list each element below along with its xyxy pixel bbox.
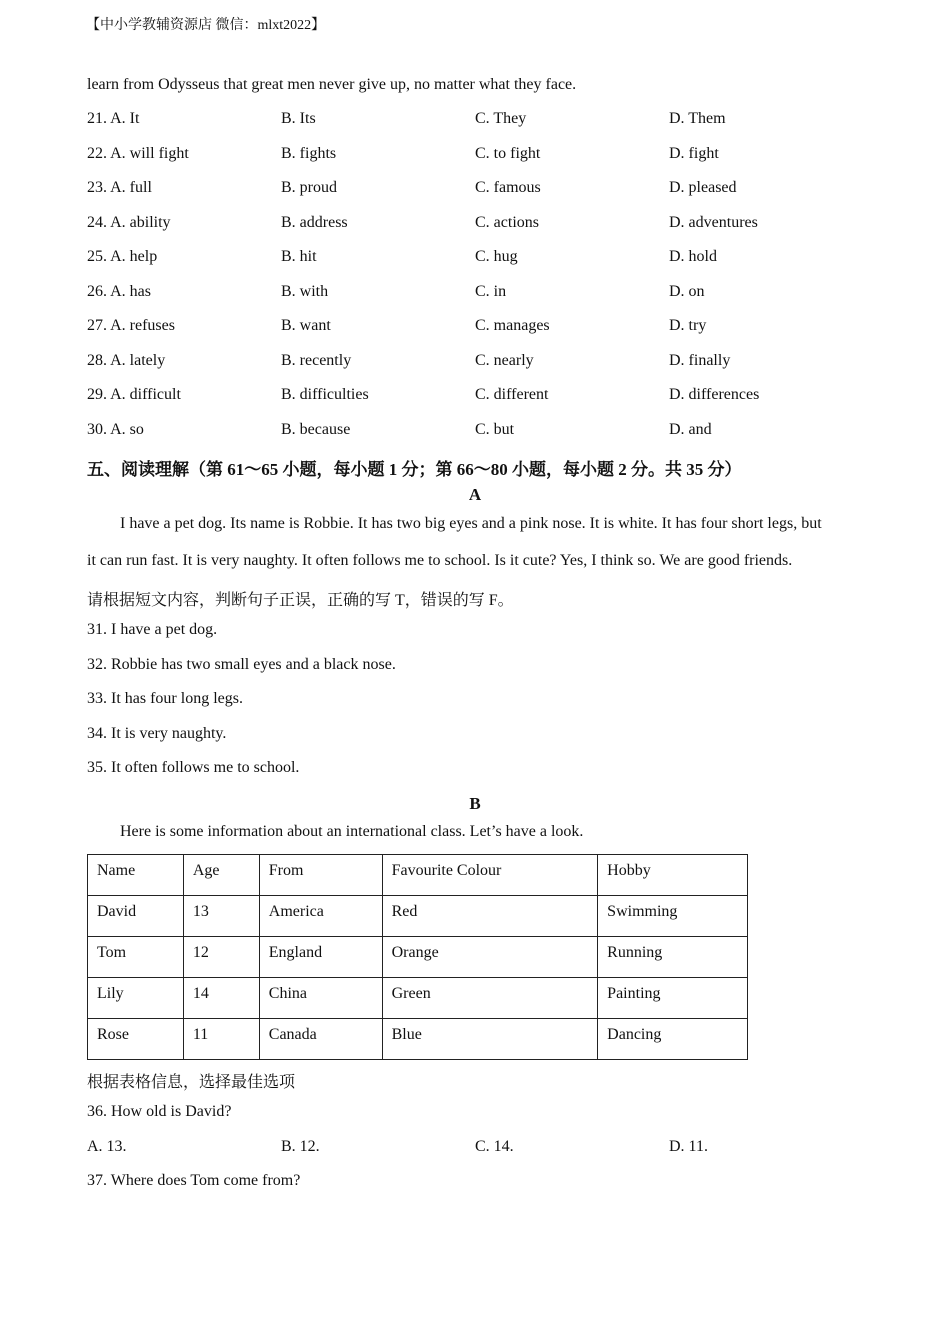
cloze-option: C. in bbox=[475, 283, 507, 300]
cloze-option: 24. A. ability bbox=[87, 214, 171, 231]
table-row bbox=[88, 896, 748, 937]
cloze-row-21 bbox=[87, 110, 867, 132]
table-cell: Tom bbox=[88, 937, 184, 978]
cloze-option: B. recently bbox=[281, 352, 352, 369]
passage-a-instruction: 请根据短文内容，判断句子正误，正确的写 T，错误的写 F。 bbox=[87, 592, 514, 609]
cloze-option: B. want bbox=[281, 317, 331, 334]
passage-a-letter: A bbox=[468, 485, 482, 504]
cloze-option: 21. A. It bbox=[87, 110, 140, 127]
table-header-cell: Favourite Colour bbox=[382, 855, 598, 896]
table-cell: Blue bbox=[382, 1019, 598, 1060]
question-36: 36. How old is David? bbox=[87, 1103, 232, 1120]
cloze-option: C. different bbox=[475, 386, 549, 403]
cloze-row-26 bbox=[87, 283, 867, 305]
cloze-option: D. on bbox=[669, 283, 705, 300]
table-cell: England bbox=[259, 937, 382, 978]
table-cell: 14 bbox=[183, 978, 259, 1019]
cloze-option: B. address bbox=[281, 214, 348, 231]
cloze-option: 29. A. difficult bbox=[87, 386, 181, 403]
table-row bbox=[88, 1019, 748, 1060]
table-cell: David bbox=[88, 896, 184, 937]
q36-option-c: C. 14. bbox=[475, 1138, 514, 1155]
cloze-option: 23. A. full bbox=[87, 179, 152, 196]
cloze-option: D. hold bbox=[669, 248, 717, 265]
cloze-row-28 bbox=[87, 352, 867, 374]
table-row bbox=[88, 937, 748, 978]
cloze-option: 22. A. will fight bbox=[87, 145, 189, 162]
table-header-cell: Name bbox=[88, 855, 184, 896]
cloze-option: C. manages bbox=[475, 317, 550, 334]
table-cell: Red bbox=[382, 896, 598, 937]
table-cell: Canada bbox=[259, 1019, 382, 1060]
table-cell: Painting bbox=[598, 978, 748, 1019]
cloze-option: C. They bbox=[475, 110, 527, 127]
cloze-option: 28. A. lately bbox=[87, 352, 166, 369]
table-cell: 11 bbox=[183, 1019, 259, 1060]
cloze-row-24 bbox=[87, 214, 867, 236]
question-36-options bbox=[87, 1138, 867, 1160]
question-32: 32. Robbie has two small eyes and a black nose. bbox=[87, 656, 396, 673]
info-table bbox=[87, 854, 748, 1060]
passage-b-instruction: 根据表格信息，选择最佳选项 bbox=[87, 1074, 296, 1091]
cloze-row-27 bbox=[87, 317, 867, 339]
cloze-option: D. adventures bbox=[669, 214, 758, 231]
cloze-option: C. actions bbox=[475, 214, 539, 231]
table-cell: Lily bbox=[88, 978, 184, 1019]
cloze-option: B. fights bbox=[281, 145, 337, 162]
table-cell: Swimming bbox=[598, 896, 748, 937]
table-header-cell: Age bbox=[183, 855, 259, 896]
cloze-option: D. finally bbox=[669, 352, 731, 369]
intro-line: learn from Odysseus that great men never give up, no matter what they face. bbox=[87, 76, 577, 93]
cloze-option: C. but bbox=[475, 421, 515, 438]
cloze-option: C. nearly bbox=[475, 352, 534, 369]
cloze-option: C. hug bbox=[475, 248, 518, 265]
cloze-option: D. and bbox=[669, 421, 712, 438]
table-cell: Orange bbox=[382, 937, 598, 978]
table-cell: China bbox=[259, 978, 382, 1019]
page-header: 【中小学教辅资源店 微信：mlxt2022】 bbox=[86, 18, 326, 33]
passage-a-line1: I have a pet dog. Its name is Robbie. It has two big eyes and a pink nose. It is white. It has four short legs, but bbox=[120, 515, 822, 532]
table-cell: Green bbox=[382, 978, 598, 1019]
passage-b-intro: Here is some information about an international class. Let’s have a look. bbox=[120, 823, 584, 840]
table-header-cell: Hobby bbox=[598, 855, 748, 896]
passage-b-letter: B bbox=[469, 794, 481, 813]
cloze-option: D. fight bbox=[669, 145, 719, 162]
cloze-option: B. because bbox=[281, 421, 351, 438]
question-33: 33. It has four long legs. bbox=[87, 690, 243, 707]
cloze-option: B. with bbox=[281, 283, 329, 300]
cloze-option: 25. A. help bbox=[87, 248, 158, 265]
cloze-option: D. Them bbox=[669, 110, 726, 127]
table-row bbox=[88, 978, 748, 1019]
table-cell: America bbox=[259, 896, 382, 937]
cloze-option: 26. A. has bbox=[87, 283, 151, 300]
question-37: 37. Where does Tom come from? bbox=[87, 1172, 301, 1189]
cloze-option: B. Its bbox=[281, 110, 316, 127]
section-title: 五、阅读理解（第 61～65 小题，每小题 1 分；第 66～80 小题，每小题 2 分。共 35 分） bbox=[87, 460, 742, 479]
cloze-option: B. hit bbox=[281, 248, 317, 265]
cloze-row-29 bbox=[87, 386, 867, 408]
cloze-option: D. differences bbox=[669, 386, 760, 403]
q36-option-d: D. 11. bbox=[669, 1138, 708, 1155]
table-header-cell: From bbox=[259, 855, 382, 896]
cloze-option: C. to fight bbox=[475, 145, 541, 162]
cloze-row-22 bbox=[87, 145, 867, 167]
q36-option-b: B. 12. bbox=[281, 1138, 320, 1155]
cloze-option: D. try bbox=[669, 317, 707, 334]
cloze-option: B. proud bbox=[281, 179, 337, 196]
question-31: 31. I have a pet dog. bbox=[87, 621, 218, 638]
cloze-row-25 bbox=[87, 248, 867, 270]
cloze-option: 27. A. refuses bbox=[87, 317, 175, 334]
table-cell: Running bbox=[598, 937, 748, 978]
table-cell: Rose bbox=[88, 1019, 184, 1060]
cloze-option: 30. A. so bbox=[87, 421, 144, 438]
cloze-option: B. difficulties bbox=[281, 386, 369, 403]
cloze-row-23 bbox=[87, 179, 867, 201]
passage-a-line2: it can run fast. It is very naughty. It often follows me to school. Is it cute? Yes, I think so. We are good friends. bbox=[87, 552, 793, 569]
cloze-option: D. pleased bbox=[669, 179, 737, 196]
question-34: 34. It is very naughty. bbox=[87, 725, 227, 742]
table-header-row bbox=[88, 855, 748, 896]
cloze-option: C. famous bbox=[475, 179, 541, 196]
question-35: 35. It often follows me to school. bbox=[87, 759, 300, 776]
table-cell: 12 bbox=[183, 937, 259, 978]
table-cell: Dancing bbox=[598, 1019, 748, 1060]
cloze-row-30 bbox=[87, 421, 867, 443]
q36-option-a: A. 13. bbox=[87, 1138, 127, 1155]
table-cell: 13 bbox=[183, 896, 259, 937]
